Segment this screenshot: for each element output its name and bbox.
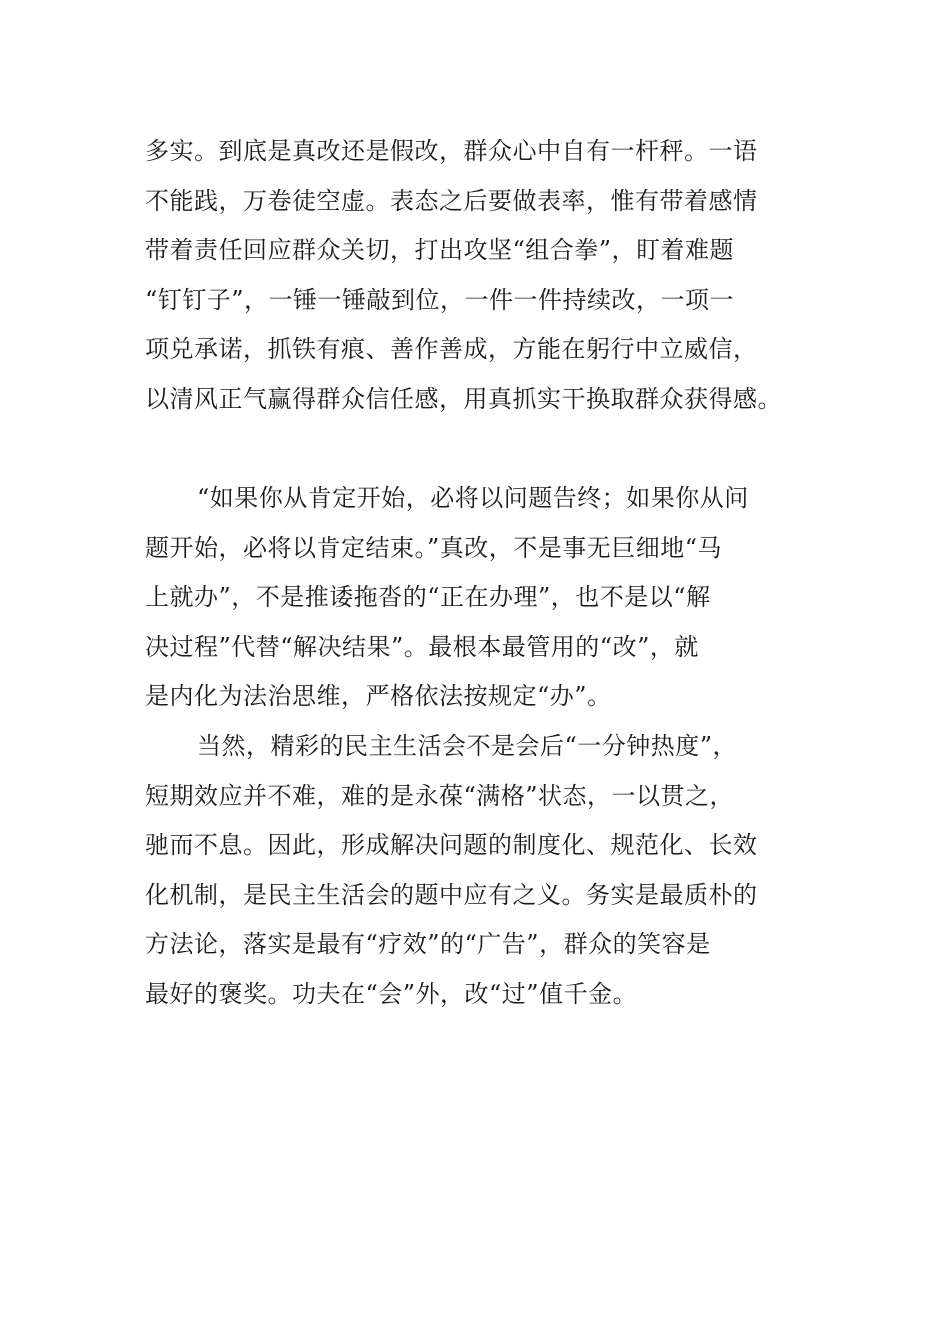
text-line: “如果你从肯定开始，必将以问题告终；如果你从问 [197, 484, 749, 512]
text-line: 以清风正气赢得群众信任感，用真抓实干换取群众获得感。 [145, 384, 782, 413]
paragraph-3 [145, 722, 805, 1019]
text-line: 多实。到底是真改还是假改，群众心中自有一杆秤。一语 [145, 137, 758, 165]
text-line: 是内化为法治思维，严格依法按规定“办”。 [145, 682, 612, 710]
text-line: 带着责任回应群众关切，打出攻坚“组合拳”，盯着难题 [145, 236, 735, 264]
text-line: 当然，精彩的民主生活会不是会后“一分钟热度”， [197, 732, 738, 760]
text-line: 不能践，万卷徒空虚。表态之后要做表率，惟有带着感情 [145, 186, 758, 215]
text-line: 短期效应并不难，难的是永葆“满格”状态，一以贯之， [145, 781, 735, 810]
paragraph-1 [145, 127, 805, 424]
paragraph-2 [145, 474, 805, 722]
text-line: 题开始，必将以肯定结束。”真改，不是事无巨细地“马 [145, 533, 723, 562]
text-line: 决过程”代替“解决结果”。最根本最管用的“改”，就 [145, 632, 699, 661]
text-line: 方法论，落实是最有“疗效”的“广告”，群众的笑容是 [145, 930, 711, 958]
text-line: 最好的褒奖。功夫在“会”外，改“过”值千金。 [145, 979, 638, 1008]
text-line: 驰而不息。因此，形成解决问题的制度化、规范化、长效 [145, 831, 758, 859]
text-line: 化机制，是民主生活会的题中应有之义。务实是最质朴的 [145, 880, 758, 909]
text-line: 上就办”，不是推诿拖沓的“正在办理”，也不是以“解 [145, 583, 711, 611]
text-line: 项兑承诺，抓铁有痕、善作善成，方能在躬行中立威信， [145, 335, 758, 363]
text-line: “钉钉子”，一锤一锤敲到位，一件一件持续改，一项一 [145, 285, 735, 314]
